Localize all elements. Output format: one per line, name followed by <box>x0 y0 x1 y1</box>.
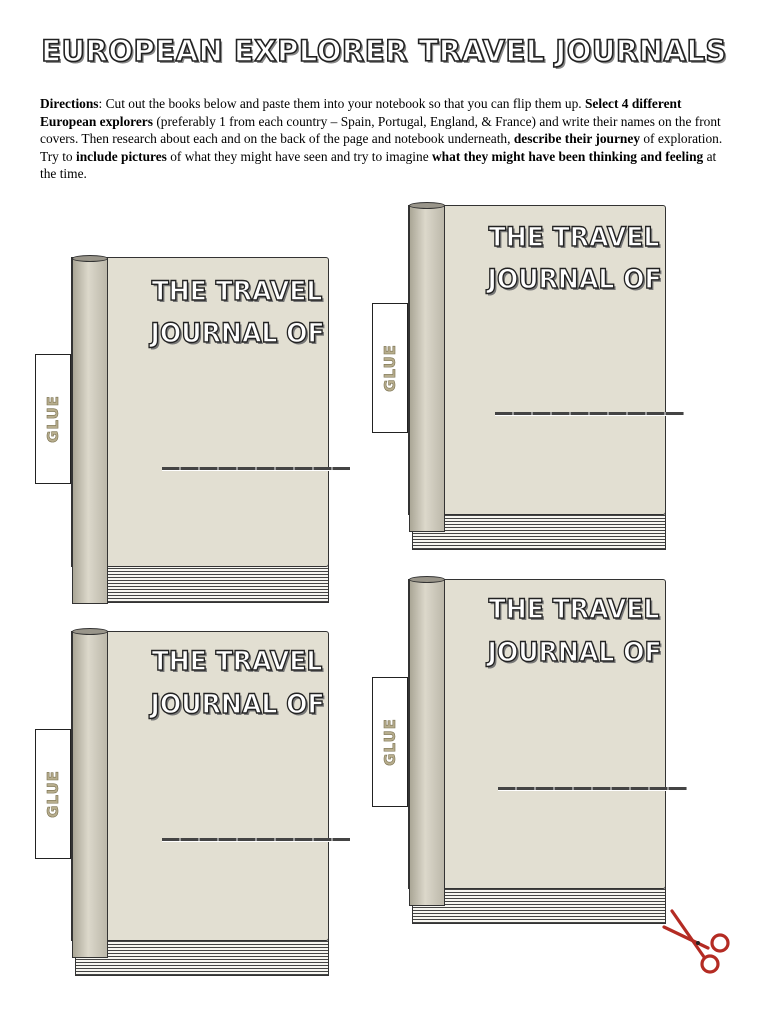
journal-book-2[interactable] <box>372 202 672 572</box>
journal-book-3[interactable] <box>35 628 335 998</box>
directions-text-2: (preferably 1 from each country – Spain, Portugal, England, & France) and write their names on the front covers. Then research about each and on the back of the page and notebook underneath, <box>40 113 721 146</box>
explorer-name-line[interactable] <box>498 787 687 790</box>
glue-label: GLUE <box>381 344 399 392</box>
explorer-name-line[interactable] <box>162 467 350 470</box>
cover-title-line-2: JOURNAL OF <box>150 318 325 349</box>
directions-text-1: : Cut out the books below and paste them into your notebook so that you can flip them up. <box>98 96 585 111</box>
spine-top-cap <box>409 202 445 209</box>
cover-title-line-1: THE TRAVEL <box>151 276 323 307</box>
book-cover[interactable] <box>408 205 666 515</box>
journal-book-1[interactable] <box>35 255 335 625</box>
cover-title-line-2: JOURNAL OF <box>150 689 325 720</box>
explorer-name-line[interactable] <box>495 412 684 415</box>
glue-label: GLUE <box>44 770 62 818</box>
book-spine <box>409 205 445 532</box>
book-spine <box>72 631 108 958</box>
directions-text-4: of what they might have seen and try to imagine <box>166 148 433 164</box>
cover-title-line-2: JOURNAL OF <box>487 637 662 668</box>
directions-label: Directions <box>40 96 99 111</box>
directions-bold-4: what they might have been thinking and feeling <box>432 148 704 164</box>
directions-bold-1: Select 4 different European explorers <box>40 96 682 129</box>
glue-tab[interactable] <box>372 303 408 433</box>
cover-title-line-1: THE TRAVEL <box>488 222 660 253</box>
spine-top-cap <box>409 576 445 583</box>
explorer-name-line[interactable] <box>162 838 350 841</box>
directions-bold-2: describe their journey <box>513 131 641 146</box>
cover-title-line-1: THE TRAVEL <box>488 594 660 625</box>
spine-top-cap <box>72 628 108 635</box>
journal-book-4[interactable] <box>372 576 672 946</box>
glue-tab[interactable] <box>35 729 71 859</box>
cover-title-line-2: JOURNAL OF <box>487 264 662 295</box>
book-spine <box>409 579 445 906</box>
scissors-icon <box>660 905 736 975</box>
book-cover[interactable] <box>71 631 329 941</box>
directions-text-3: of exploration. Try to <box>40 131 723 164</box>
directions-text-5: at the time. <box>40 148 717 181</box>
glue-tab[interactable] <box>35 354 71 484</box>
glue-label: GLUE <box>381 718 399 766</box>
page-title: EUROPEAN EXPLORER TRAVEL JOURNALS <box>41 34 727 68</box>
book-cover[interactable] <box>71 257 329 567</box>
glue-label: GLUE <box>44 395 62 443</box>
directions-bold-3: include pictures <box>75 148 167 164</box>
directions-paragraph <box>40 95 728 183</box>
cover-title-line-1: THE TRAVEL <box>151 646 323 677</box>
glue-tab[interactable] <box>372 677 408 807</box>
book-cover[interactable] <box>408 579 666 889</box>
book-spine <box>72 258 108 604</box>
spine-top-cap <box>72 255 108 262</box>
